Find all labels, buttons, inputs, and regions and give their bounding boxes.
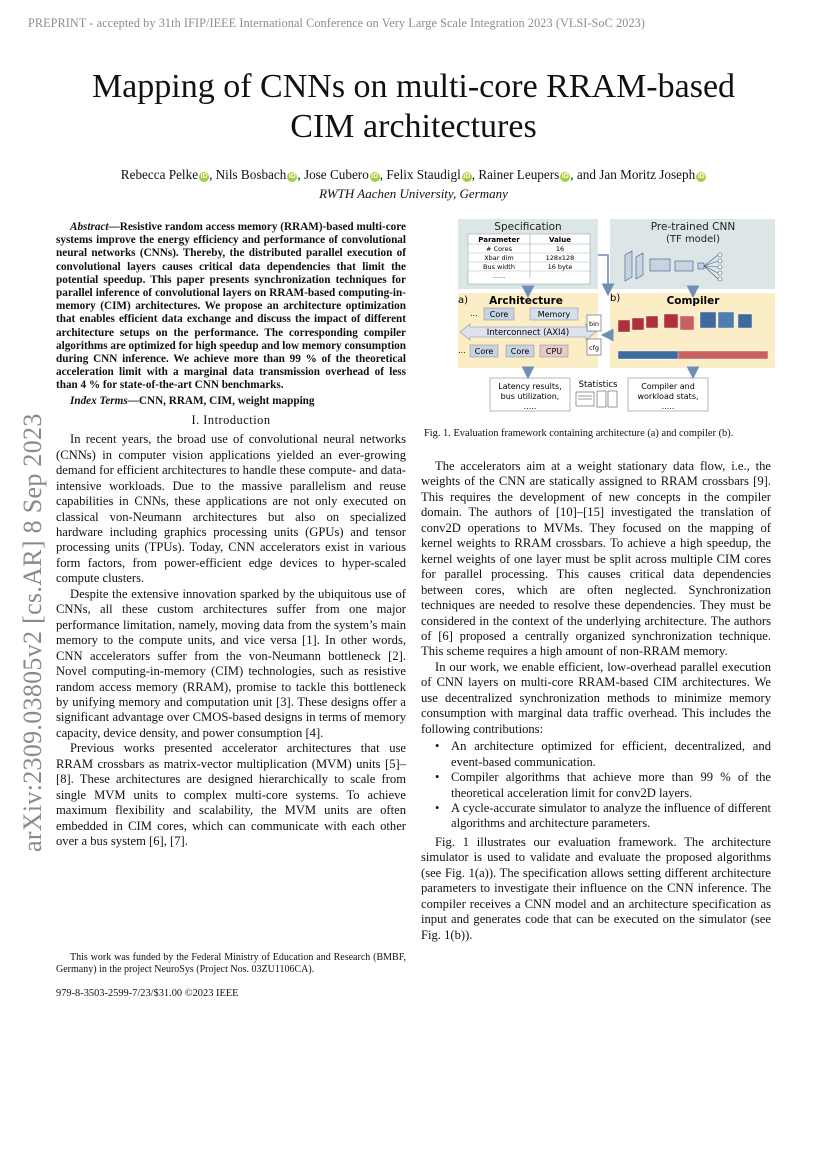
spec-cell: 16 byte: [547, 263, 573, 271]
author-name: Rebecca Pelke: [120, 167, 199, 182]
spec-header-parameter: Parameter: [478, 236, 520, 244]
bin-file-icon: [587, 315, 601, 331]
spec-title: Specification: [494, 221, 562, 233]
index-terms-label: Index Terms: [70, 394, 128, 407]
cfg-file-icon: [587, 339, 601, 355]
contribution-list: [421, 739, 771, 832]
abstract-text: —Resistive random access memory (RRAM)-based multi-core systems improve the energy efficiency and performance of convolutional neural networks (CNNs). Thereby, the distributed parallel execution of convolutional layers causes critical data dependencies that limit the potential speedup. This paper presents synchronization techniques for parallel inference of convolutional layers on RRAM-based computing-in-memory (CIM) architectures. We propose an architecture optimization that enables efficient data exchange and discuss the impact of different architecture setups on the performance. The corresponding compiler algorithms are optimized for high speedup and low memory consumption during CNN inference. We achieve more than 99 % of the theoretical acceleration limit with a marginal data transmission overhead of less than 4 % for state-of-the-art CNN benchmarks.: [56, 221, 406, 392]
orcid-icon[interactable]: iD: [200, 173, 208, 180]
latency-output-line: Latency results,: [498, 382, 562, 391]
figure-caption: Fig. 1. Evaluation framework containing architecture (a) and compiler (b).: [424, 428, 734, 439]
spec-cell: 16: [555, 245, 565, 253]
paper-title: Mapping of CNNs on multi-core RRAM-based CIM architectures: [91, 68, 736, 145]
copyright-line: 979-8-3503-2599-7/23/$31.00 ©2023 IEEE: [56, 988, 239, 999]
label-a: a): [458, 295, 469, 306]
spec-cell: 128x128: [545, 254, 575, 262]
author-list: Rebecca Pelke iD , Nils Bosbach iD , Jose Cubero iD , Felix Staudigl iD , Rainer Leupers iD , and Jan Moritz Joseph iD: [120, 167, 705, 182]
latency-output-line: bus utilization,: [500, 392, 560, 401]
orcid-icon[interactable]: iD: [561, 173, 569, 180]
architecture-title: Architecture: [489, 295, 563, 307]
compiler-stats-line: .....: [661, 402, 675, 411]
memory-label: Memory: [537, 310, 571, 319]
spec-more: ......: [492, 272, 506, 280]
abstract: [56, 221, 406, 393]
list-item: • A cycle-accurate simulator to analyze the influence of different algorithms and architecture parameters.: [451, 801, 771, 832]
core-label: Core: [474, 347, 494, 356]
left-column: [56, 221, 406, 850]
paragraph: In recent years, the broad use of convolutional neural networks (CNNs) in computer vision applications yielded an ever-growing demand for efficient architectures to handle these compute- and data-intensive workloads. Due to the massive parallelism and reuse capabilities in CNNs, these applications are not only executed on classical von-Neumann architectures but also on specialized hardware including graphics processing units (GPUs) and tensor processing units (TPUs). Today, CNN accelerators exist in various form factors, from power-efficient edge devices to hyper-scaled compute clusters.: [56, 432, 406, 586]
author-name: Nils Bosbach: [215, 167, 287, 182]
core-label: Core: [489, 310, 509, 319]
spec-cell: # Cores: [486, 245, 512, 253]
paragraph: In our work, we enable efficient, low-overhead parallel execution of CNN layers on multi-core RRAM-based CIM architectures. We use decentralized synchronization methods to minimize memory consumption with marginal data traffic overhead. This includes the following contributions:: [421, 659, 771, 736]
compiler-stats-line: Compiler and: [641, 382, 695, 391]
paragraph: Despite the extensive innovation sparked by the ubiquitous use of CNNs, all these custom architectures suffer from one major performance limitation, namely, moving data from the system’s main memory to the compute units, and vice versa [1]. In other words, CNN accelerators suffer from the von-Neumann bottleneck [2]. Novel computing-in-memory (CIM) technologies, such as resistive random access memory (RRAM), promise to tackle this bottleneck by unifying memory and computation unit [3]. These designs offer a significant advantage over CMOS-based designs in terms of memory capacity, device density, and power consumption [4].: [56, 586, 406, 740]
svg-text:cfg: cfg: [589, 344, 599, 352]
author-name: Rainer Leupers: [478, 167, 560, 182]
right-column: [421, 459, 771, 943]
statistics-label: Statistics: [578, 380, 618, 390]
dots: ...: [470, 309, 478, 318]
core-label: Core: [510, 347, 530, 356]
latency-output-line: .....: [523, 402, 537, 411]
author-name: Jan Moritz Joseph: [599, 167, 696, 182]
paragraph: The accelerators aim at a weight stationary data flow, i.e., the weights of the CNN are statically assigned to RRAM crossbars [9]. This requires the development of new concepts in the compiler domain. The authors of [10]–[15] investigated the translation of conv2D operations to MVMs. They focused on the mapping of kernel weights to RRAM crossbars. To achieve a high speedup, the kernel weights of one layer must be split across multiple CIM cores for parallel processing. This causes critical data dependencies between cores, which are often neglected. Synchronization techniques are needed to resolve these dependencies. They must be considered in the context of the underlying architecture. The authors of [6] proposed a centrally organized synchronization technique. This scheme requires a high amount of non-RRAM memory.: [421, 459, 771, 659]
index-terms: [56, 395, 406, 408]
footnote: This work was funded by the Federal Ministry of Education and Research (BMBF, Germany) in the project NeuroSys (Project Nos. 03ZU1106CA).: [56, 952, 406, 976]
compiler-title: Compiler: [666, 295, 720, 307]
arxiv-watermark: arXiv:2309.03805v2 [cs.AR] 8 Sep 2023: [18, 413, 47, 852]
cpu-label: CPU: [545, 347, 563, 356]
index-terms-text: —CNN, RRAM, CIM, weight mapping: [127, 394, 315, 407]
paragraph: Previous works presented accelerator architectures that use RRAM crossbars as matrix-vector multiplication (MVM) units [5]–[8]. These architectures are designed hierarchically to scale from single MVM units to complex multi-core systems. To achieve maximum flexibility and scalability, the MVM units are often embedded in CIM cores, which can communicate with each other over a bus system [6], [7].: [56, 741, 406, 849]
statistics-icon: [576, 391, 617, 407]
spec-cell: Bus width: [483, 263, 515, 271]
author-name: Jose Cubero: [303, 167, 369, 182]
cnn-title: Pre-trained CNN: [650, 221, 736, 233]
author-name: Felix Staudigl: [386, 167, 461, 182]
list-item: • Compiler algorithms that achieve more than 99 % of the theoretical acceleration limit for conv2D layers.: [451, 770, 771, 801]
cnn-subtitle: (TF model): [666, 234, 720, 245]
spec-header-value: Value: [549, 236, 571, 244]
interconnect-label: Interconnect (AXI4): [486, 328, 570, 338]
affiliation: RWTH Aachen University, Germany: [319, 186, 508, 201]
dots: ...: [458, 346, 466, 355]
orcid-icon[interactable]: iD: [697, 173, 705, 180]
label-b: b): [610, 293, 621, 304]
orcid-icon[interactable]: iD: [288, 173, 296, 180]
svg-text:bin: bin: [588, 320, 600, 328]
section-heading: I. Introduction: [191, 412, 271, 427]
orcid-icon[interactable]: iD: [371, 173, 379, 180]
orcid-icon[interactable]: iD: [463, 173, 471, 180]
figure-1: [450, 215, 780, 415]
spec-cell: Xbar dim: [484, 254, 514, 262]
preprint-header: PREPRINT - accepted by 31th IFIP/IEEE International Conference on Very Large Scale Integration 2023 (VLSI-SoC 2023): [28, 16, 646, 30]
abstract-label: Abstract: [70, 221, 109, 233]
compiler-stats-line: workload stats,: [637, 392, 699, 401]
paragraph: Fig. 1 illustrates our evaluation framework. The architecture simulator is used to validate and evaluate the proposed algorithms (see Fig. 1(a)). The specification allows setting different architecture parameters to investigate their influence on the CNN inference. The compiler receives a CNN model and an architecture specification as input and generates code that can be executed on the simulator (see Fig. 1(b)).: [421, 834, 771, 942]
list-item: • An architecture optimized for efficient, decentralized, and event-based communication.: [451, 739, 771, 770]
